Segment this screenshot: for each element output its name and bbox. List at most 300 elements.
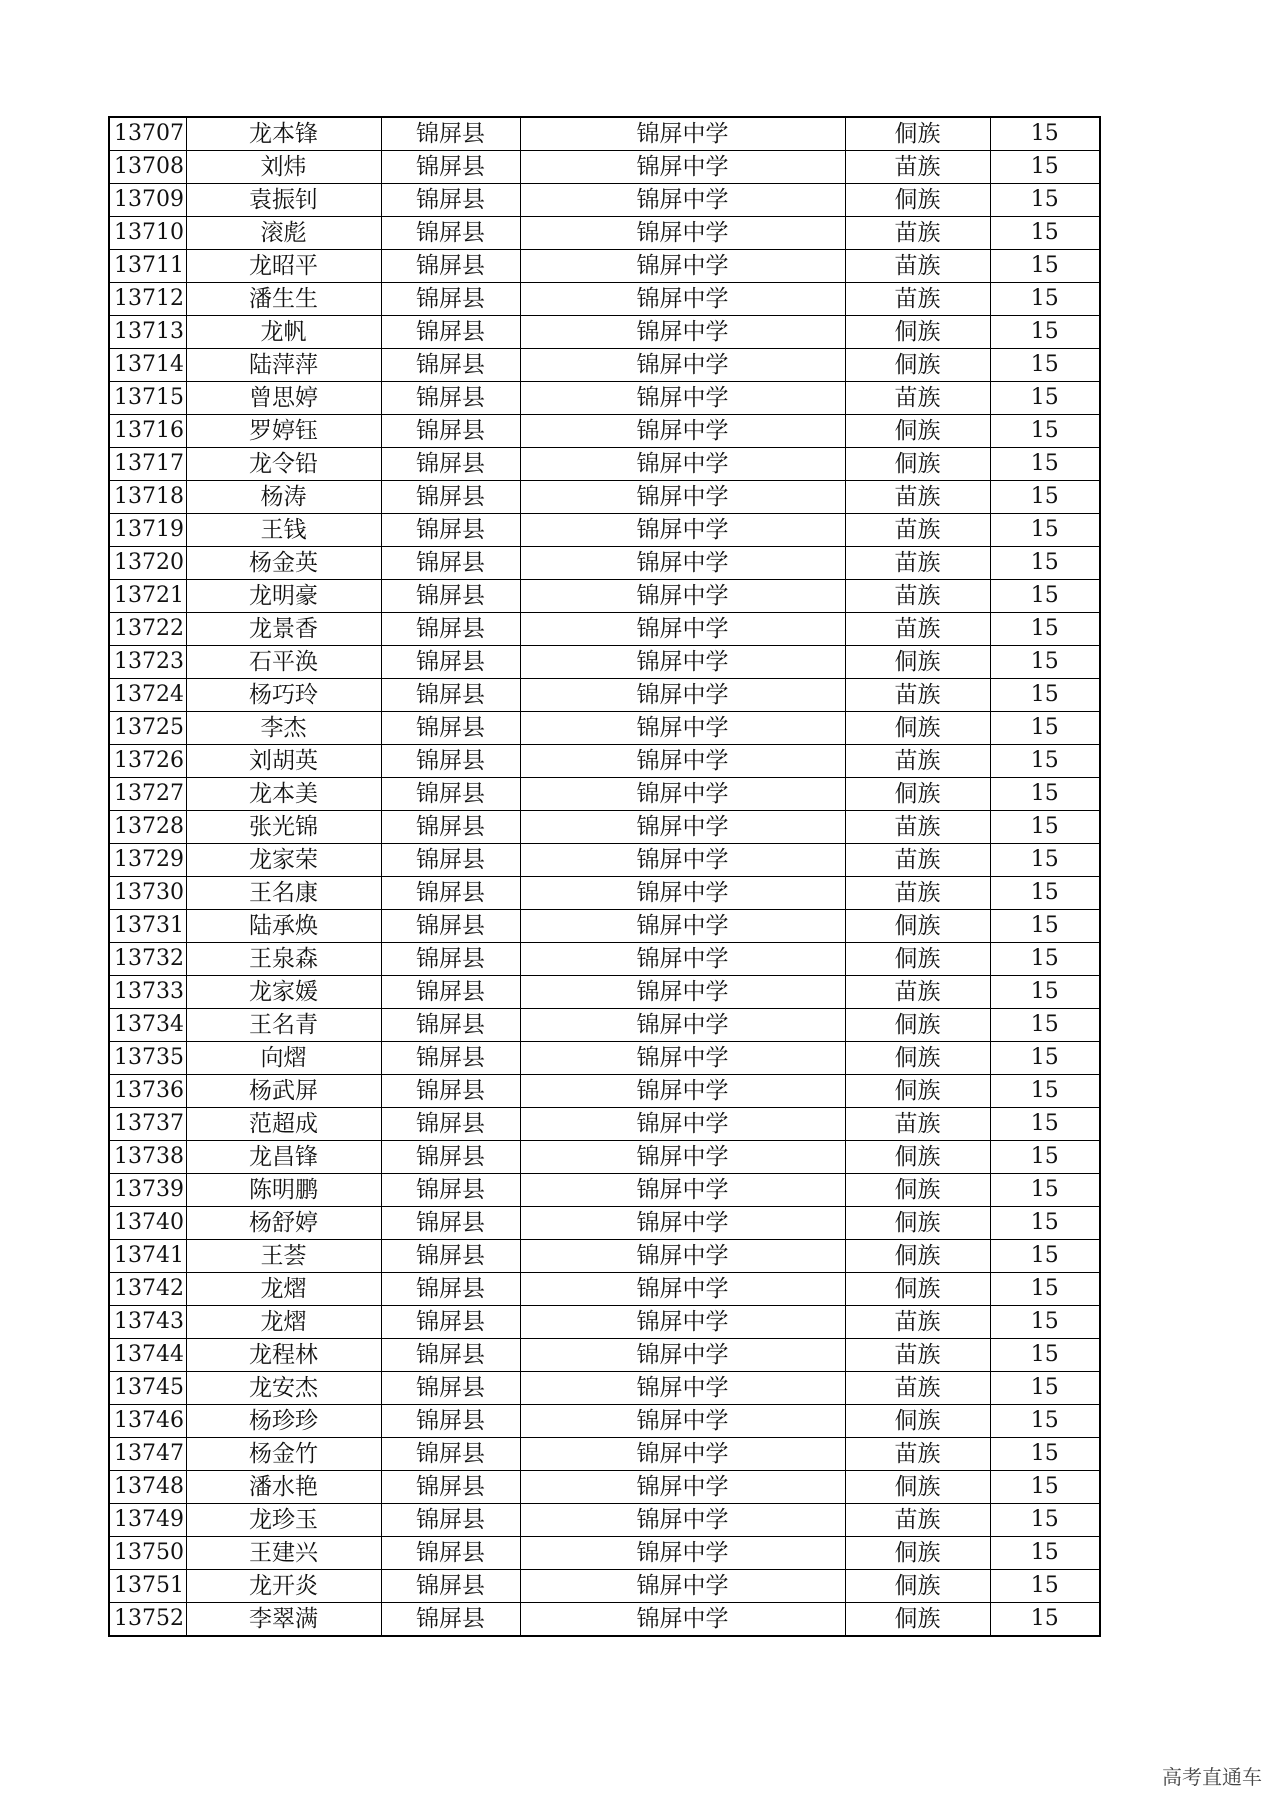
score-cell: 15	[990, 844, 1100, 877]
student-id-cell: 13746	[109, 1405, 186, 1438]
student-roster-table	[108, 116, 1101, 1637]
student-name-cell: 杨巧玲	[186, 679, 381, 712]
student-id-cell: 13712	[109, 283, 186, 316]
score-cell: 15	[990, 514, 1100, 547]
school-cell: 锦屏中学	[520, 283, 845, 316]
ethnicity-cell: 侗族	[845, 646, 990, 679]
student-name-cell: 龙珍玉	[186, 1504, 381, 1537]
score-cell: 15	[990, 910, 1100, 943]
student-id-cell: 13739	[109, 1174, 186, 1207]
student-id-cell: 13709	[109, 184, 186, 217]
ethnicity-cell: 苗族	[845, 250, 990, 283]
ethnicity-cell: 苗族	[845, 151, 990, 184]
county-cell: 锦屏县	[381, 1438, 520, 1471]
table-row	[109, 1537, 1100, 1570]
student-id-cell: 13726	[109, 745, 186, 778]
ethnicity-cell: 苗族	[845, 580, 990, 613]
student-id-cell: 13738	[109, 1141, 186, 1174]
student-name-cell: 龙熠	[186, 1306, 381, 1339]
student-name-cell: 王名青	[186, 1009, 381, 1042]
ethnicity-cell: 侗族	[845, 943, 990, 976]
score-cell: 15	[990, 778, 1100, 811]
school-cell: 锦屏中学	[520, 415, 845, 448]
score-cell: 15	[990, 184, 1100, 217]
county-cell: 锦屏县	[381, 1240, 520, 1273]
ethnicity-cell: 苗族	[845, 547, 990, 580]
score-cell: 15	[990, 217, 1100, 250]
student-name-cell: 杨涛	[186, 481, 381, 514]
school-cell: 锦屏中学	[520, 943, 845, 976]
table-row	[109, 1438, 1100, 1471]
table-row	[109, 778, 1100, 811]
county-cell: 锦屏县	[381, 1537, 520, 1570]
county-cell: 锦屏县	[381, 415, 520, 448]
ethnicity-cell: 苗族	[845, 877, 990, 910]
student-name-cell: 张光锦	[186, 811, 381, 844]
school-cell: 锦屏中学	[520, 1141, 845, 1174]
roster-body	[109, 117, 1100, 1636]
student-id-cell: 13751	[109, 1570, 186, 1603]
score-cell: 15	[990, 1009, 1100, 1042]
table-row	[109, 1075, 1100, 1108]
school-cell: 锦屏中学	[520, 877, 845, 910]
county-cell: 锦屏县	[381, 811, 520, 844]
county-cell: 锦屏县	[381, 1042, 520, 1075]
student-name-cell: 龙景香	[186, 613, 381, 646]
table-row	[109, 1471, 1100, 1504]
ethnicity-cell: 侗族	[845, 1240, 990, 1273]
score-cell: 15	[990, 1570, 1100, 1603]
table-row	[109, 448, 1100, 481]
student-id-cell: 13748	[109, 1471, 186, 1504]
table-row	[109, 745, 1100, 778]
student-name-cell: 罗婷钰	[186, 415, 381, 448]
ethnicity-cell: 苗族	[845, 613, 990, 646]
table-row	[109, 580, 1100, 613]
student-name-cell: 陆承焕	[186, 910, 381, 943]
score-cell: 15	[990, 1372, 1100, 1405]
score-cell: 15	[990, 811, 1100, 844]
score-cell: 15	[990, 1042, 1100, 1075]
ethnicity-cell: 苗族	[845, 283, 990, 316]
school-cell: 锦屏中学	[520, 448, 845, 481]
ethnicity-cell: 侗族	[845, 1537, 990, 1570]
table-row	[109, 712, 1100, 745]
school-cell: 锦屏中学	[520, 1009, 845, 1042]
score-cell: 15	[990, 1438, 1100, 1471]
county-cell: 锦屏县	[381, 1405, 520, 1438]
student-id-cell: 13744	[109, 1339, 186, 1372]
student-name-cell: 龙开炎	[186, 1570, 381, 1603]
student-id-cell: 13713	[109, 316, 186, 349]
score-cell: 15	[990, 1306, 1100, 1339]
school-cell: 锦屏中学	[520, 1471, 845, 1504]
table-row	[109, 1306, 1100, 1339]
score-cell: 15	[990, 679, 1100, 712]
ethnicity-cell: 侗族	[845, 1273, 990, 1306]
student-id-cell: 13727	[109, 778, 186, 811]
student-id-cell: 13725	[109, 712, 186, 745]
student-name-cell: 曾思婷	[186, 382, 381, 415]
school-cell: 锦屏中学	[520, 745, 845, 778]
table-row	[109, 1240, 1100, 1273]
county-cell: 锦屏县	[381, 151, 520, 184]
ethnicity-cell: 苗族	[845, 1372, 990, 1405]
student-name-cell: 潘水艳	[186, 1471, 381, 1504]
county-cell: 锦屏县	[381, 448, 520, 481]
ethnicity-cell: 侗族	[845, 349, 990, 382]
school-cell: 锦屏中学	[520, 184, 845, 217]
school-cell: 锦屏中学	[520, 349, 845, 382]
table-row	[109, 382, 1100, 415]
student-id-cell: 13737	[109, 1108, 186, 1141]
table-row	[109, 1603, 1100, 1637]
student-name-cell: 龙明豪	[186, 580, 381, 613]
table-row	[109, 481, 1100, 514]
school-cell: 锦屏中学	[520, 1372, 845, 1405]
county-cell: 锦屏县	[381, 745, 520, 778]
student-name-cell: 杨舒婷	[186, 1207, 381, 1240]
score-cell: 15	[990, 316, 1100, 349]
student-id-cell: 13715	[109, 382, 186, 415]
school-cell: 锦屏中学	[520, 1108, 845, 1141]
county-cell: 锦屏县	[381, 844, 520, 877]
score-cell: 15	[990, 547, 1100, 580]
student-name-cell: 龙令铅	[186, 448, 381, 481]
school-cell: 锦屏中学	[520, 1273, 845, 1306]
student-name-cell: 刘胡英	[186, 745, 381, 778]
table-row	[109, 1339, 1100, 1372]
table-row	[109, 943, 1100, 976]
student-id-cell: 13729	[109, 844, 186, 877]
school-cell: 锦屏中学	[520, 1174, 845, 1207]
score-cell: 15	[990, 580, 1100, 613]
school-cell: 锦屏中学	[520, 778, 845, 811]
student-name-cell: 王名康	[186, 877, 381, 910]
table-row	[109, 1141, 1100, 1174]
ethnicity-cell: 侗族	[845, 448, 990, 481]
student-name-cell: 李杰	[186, 712, 381, 745]
county-cell: 锦屏县	[381, 117, 520, 151]
score-cell: 15	[990, 1405, 1100, 1438]
county-cell: 锦屏县	[381, 1207, 520, 1240]
student-name-cell: 陆萍萍	[186, 349, 381, 382]
ethnicity-cell: 苗族	[845, 1438, 990, 1471]
student-id-cell: 13750	[109, 1537, 186, 1570]
school-cell: 锦屏中学	[520, 1075, 845, 1108]
ethnicity-cell: 苗族	[845, 844, 990, 877]
student-id-cell: 13720	[109, 547, 186, 580]
school-cell: 锦屏中学	[520, 976, 845, 1009]
student-name-cell: 陈明鹏	[186, 1174, 381, 1207]
table-row	[109, 1273, 1100, 1306]
table-row	[109, 1570, 1100, 1603]
student-name-cell: 石平涣	[186, 646, 381, 679]
ethnicity-cell: 苗族	[845, 217, 990, 250]
table-row	[109, 1504, 1100, 1537]
student-name-cell: 王泉森	[186, 943, 381, 976]
school-cell: 锦屏中学	[520, 382, 845, 415]
school-cell: 锦屏中学	[520, 811, 845, 844]
ethnicity-cell: 侗族	[845, 712, 990, 745]
school-cell: 锦屏中学	[520, 1207, 845, 1240]
table-row	[109, 117, 1100, 151]
student-id-cell: 13740	[109, 1207, 186, 1240]
table-row	[109, 349, 1100, 382]
school-cell: 锦屏中学	[520, 547, 845, 580]
ethnicity-cell: 侗族	[845, 117, 990, 151]
ethnicity-cell: 侗族	[845, 1405, 990, 1438]
table-row	[109, 151, 1100, 184]
ethnicity-cell: 侗族	[845, 316, 990, 349]
student-id-cell: 13745	[109, 1372, 186, 1405]
score-cell: 15	[990, 1108, 1100, 1141]
table-row	[109, 1108, 1100, 1141]
student-name-cell: 杨珍珍	[186, 1405, 381, 1438]
score-cell: 15	[990, 1603, 1100, 1637]
student-name-cell: 龙熠	[186, 1273, 381, 1306]
county-cell: 锦屏县	[381, 778, 520, 811]
school-cell: 锦屏中学	[520, 151, 845, 184]
score-cell: 15	[990, 976, 1100, 1009]
score-cell: 15	[990, 481, 1100, 514]
county-cell: 锦屏县	[381, 184, 520, 217]
score-cell: 15	[990, 283, 1100, 316]
score-cell: 15	[990, 1174, 1100, 1207]
student-name-cell: 龙家荣	[186, 844, 381, 877]
table-row	[109, 877, 1100, 910]
school-cell: 锦屏中学	[520, 580, 845, 613]
ethnicity-cell: 侗族	[845, 1141, 990, 1174]
ethnicity-cell: 苗族	[845, 382, 990, 415]
ethnicity-cell: 苗族	[845, 1339, 990, 1372]
score-cell: 15	[990, 745, 1100, 778]
county-cell: 锦屏县	[381, 646, 520, 679]
student-id-cell: 13721	[109, 580, 186, 613]
score-cell: 15	[990, 1141, 1100, 1174]
student-id-cell: 13728	[109, 811, 186, 844]
school-cell: 锦屏中学	[520, 1306, 845, 1339]
student-id-cell: 13730	[109, 877, 186, 910]
table-row	[109, 217, 1100, 250]
student-name-cell: 王钱	[186, 514, 381, 547]
student-id-cell: 13722	[109, 613, 186, 646]
county-cell: 锦屏县	[381, 580, 520, 613]
student-id-cell: 13749	[109, 1504, 186, 1537]
student-id-cell: 13743	[109, 1306, 186, 1339]
ethnicity-cell: 侗族	[845, 1075, 990, 1108]
county-cell: 锦屏县	[381, 976, 520, 1009]
ethnicity-cell: 苗族	[845, 811, 990, 844]
ethnicity-cell: 侗族	[845, 1009, 990, 1042]
student-name-cell: 杨金竹	[186, 1438, 381, 1471]
student-id-cell: 13742	[109, 1273, 186, 1306]
county-cell: 锦屏县	[381, 1471, 520, 1504]
school-cell: 锦屏中学	[520, 1537, 845, 1570]
student-id-cell: 13717	[109, 448, 186, 481]
county-cell: 锦屏县	[381, 1141, 520, 1174]
student-name-cell: 龙昌锋	[186, 1141, 381, 1174]
ethnicity-cell: 侗族	[845, 1603, 990, 1637]
school-cell: 锦屏中学	[520, 481, 845, 514]
county-cell: 锦屏县	[381, 877, 520, 910]
score-cell: 15	[990, 712, 1100, 745]
student-id-cell: 13747	[109, 1438, 186, 1471]
table-row	[109, 1009, 1100, 1042]
ethnicity-cell: 侗族	[845, 184, 990, 217]
county-cell: 锦屏县	[381, 481, 520, 514]
student-id-cell: 13731	[109, 910, 186, 943]
school-cell: 锦屏中学	[520, 250, 845, 283]
student-name-cell: 龙家媛	[186, 976, 381, 1009]
student-id-cell: 13732	[109, 943, 186, 976]
table-row	[109, 976, 1100, 1009]
score-cell: 15	[990, 1273, 1100, 1306]
student-id-cell: 13752	[109, 1603, 186, 1637]
score-cell: 15	[990, 1075, 1100, 1108]
ethnicity-cell: 苗族	[845, 745, 990, 778]
student-name-cell: 李翠满	[186, 1603, 381, 1637]
school-cell: 锦屏中学	[520, 514, 845, 547]
school-cell: 锦屏中学	[520, 217, 845, 250]
table-row	[109, 1207, 1100, 1240]
county-cell: 锦屏县	[381, 1306, 520, 1339]
county-cell: 锦屏县	[381, 712, 520, 745]
student-name-cell: 龙昭平	[186, 250, 381, 283]
school-cell: 锦屏中学	[520, 1042, 845, 1075]
score-cell: 15	[990, 1504, 1100, 1537]
county-cell: 锦屏县	[381, 514, 520, 547]
score-cell: 15	[990, 1471, 1100, 1504]
school-cell: 锦屏中学	[520, 1570, 845, 1603]
county-cell: 锦屏县	[381, 679, 520, 712]
county-cell: 锦屏县	[381, 943, 520, 976]
ethnicity-cell: 苗族	[845, 1108, 990, 1141]
ethnicity-cell: 侗族	[845, 778, 990, 811]
table-row	[109, 679, 1100, 712]
watermark-text: 高考直通车	[1162, 1765, 1262, 1789]
county-cell: 锦屏县	[381, 613, 520, 646]
score-cell: 15	[990, 250, 1100, 283]
table-row	[109, 184, 1100, 217]
county-cell: 锦屏县	[381, 1273, 520, 1306]
county-cell: 锦屏县	[381, 1570, 520, 1603]
table-row	[109, 250, 1100, 283]
ethnicity-cell: 侗族	[845, 1174, 990, 1207]
ethnicity-cell: 苗族	[845, 481, 990, 514]
county-cell: 锦屏县	[381, 1339, 520, 1372]
student-name-cell: 龙本美	[186, 778, 381, 811]
school-cell: 锦屏中学	[520, 1240, 845, 1273]
score-cell: 15	[990, 349, 1100, 382]
county-cell: 锦屏县	[381, 217, 520, 250]
table-row	[109, 283, 1100, 316]
table-row	[109, 646, 1100, 679]
ethnicity-cell: 苗族	[845, 1504, 990, 1537]
school-cell: 锦屏中学	[520, 712, 845, 745]
ethnicity-cell: 侗族	[845, 415, 990, 448]
school-cell: 锦屏中学	[520, 679, 845, 712]
score-cell: 15	[990, 1240, 1100, 1273]
table-row	[109, 844, 1100, 877]
ethnicity-cell: 苗族	[845, 976, 990, 1009]
table-row	[109, 1174, 1100, 1207]
county-cell: 锦屏县	[381, 250, 520, 283]
county-cell: 锦屏县	[381, 316, 520, 349]
school-cell: 锦屏中学	[520, 646, 845, 679]
student-name-cell: 王建兴	[186, 1537, 381, 1570]
score-cell: 15	[990, 382, 1100, 415]
student-id-cell: 13718	[109, 481, 186, 514]
county-cell: 锦屏县	[381, 1009, 520, 1042]
student-name-cell: 王荟	[186, 1240, 381, 1273]
county-cell: 锦屏县	[381, 1372, 520, 1405]
student-id-cell: 13707	[109, 117, 186, 151]
student-name-cell: 龙本锋	[186, 117, 381, 151]
ethnicity-cell: 侗族	[845, 1042, 990, 1075]
county-cell: 锦屏县	[381, 1174, 520, 1207]
student-name-cell: 袁振钊	[186, 184, 381, 217]
score-cell: 15	[990, 117, 1100, 151]
student-id-cell: 13719	[109, 514, 186, 547]
student-id-cell: 13741	[109, 1240, 186, 1273]
score-cell: 15	[990, 943, 1100, 976]
county-cell: 锦屏县	[381, 1075, 520, 1108]
student-name-cell: 龙帆	[186, 316, 381, 349]
county-cell: 锦屏县	[381, 910, 520, 943]
table-row	[109, 547, 1100, 580]
school-cell: 锦屏中学	[520, 1504, 845, 1537]
school-cell: 锦屏中学	[520, 910, 845, 943]
student-name-cell: 杨金英	[186, 547, 381, 580]
school-cell: 锦屏中学	[520, 1438, 845, 1471]
score-cell: 15	[990, 1339, 1100, 1372]
student-id-cell: 13711	[109, 250, 186, 283]
score-cell: 15	[990, 1537, 1100, 1570]
score-cell: 15	[990, 646, 1100, 679]
student-name-cell: 滚彪	[186, 217, 381, 250]
student-name-cell: 杨武屏	[186, 1075, 381, 1108]
school-cell: 锦屏中学	[520, 1405, 845, 1438]
ethnicity-cell: 侗族	[845, 1207, 990, 1240]
county-cell: 锦屏县	[381, 349, 520, 382]
score-cell: 15	[990, 1207, 1100, 1240]
county-cell: 锦屏县	[381, 1603, 520, 1637]
ethnicity-cell: 苗族	[845, 1306, 990, 1339]
ethnicity-cell: 苗族	[845, 514, 990, 547]
score-cell: 15	[990, 448, 1100, 481]
score-cell: 15	[990, 613, 1100, 646]
table-row	[109, 514, 1100, 547]
student-id-cell: 13708	[109, 151, 186, 184]
school-cell: 锦屏中学	[520, 316, 845, 349]
student-id-cell: 13734	[109, 1009, 186, 1042]
table-row	[109, 1042, 1100, 1075]
ethnicity-cell: 侗族	[845, 1471, 990, 1504]
student-id-cell: 13724	[109, 679, 186, 712]
student-id-cell: 13733	[109, 976, 186, 1009]
school-cell: 锦屏中学	[520, 613, 845, 646]
ethnicity-cell: 苗族	[845, 679, 990, 712]
student-id-cell: 13723	[109, 646, 186, 679]
county-cell: 锦屏县	[381, 382, 520, 415]
table-row	[109, 1372, 1100, 1405]
county-cell: 锦屏县	[381, 547, 520, 580]
school-cell: 锦屏中学	[520, 844, 845, 877]
student-id-cell: 13716	[109, 415, 186, 448]
score-cell: 15	[990, 151, 1100, 184]
student-name-cell: 向熠	[186, 1042, 381, 1075]
